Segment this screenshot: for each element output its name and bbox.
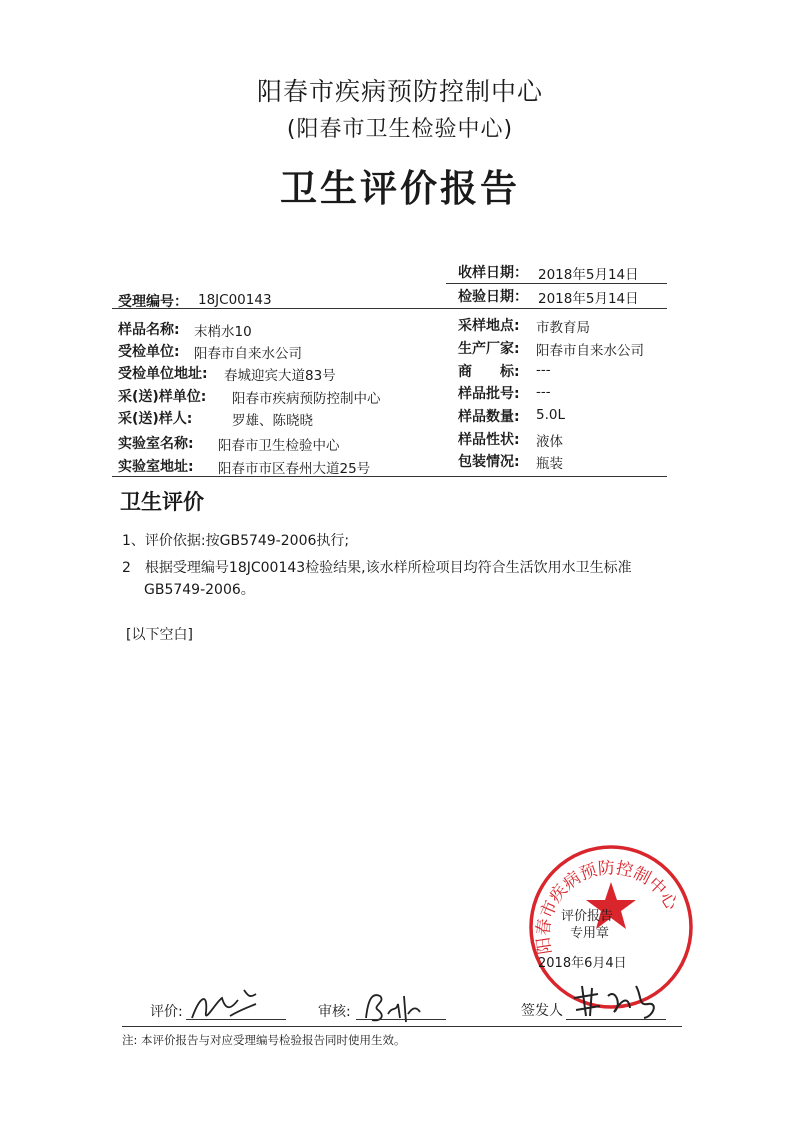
sampling-unit-label: 采(送)样单位: bbox=[118, 389, 207, 405]
sampling-location: 市教育局 bbox=[536, 320, 590, 336]
sampling-unit: 阳春市疾病预防控制中心 bbox=[232, 391, 381, 407]
reviewer-signature bbox=[358, 984, 428, 1028]
seal-ring-text: 阳春市疾病预防控制中心 bbox=[533, 858, 682, 956]
divider bbox=[112, 476, 667, 477]
divider bbox=[112, 308, 667, 309]
lab-name: 阳春市卫生检验中心 bbox=[218, 438, 340, 454]
footer-note: 注: 本评价报告与对应受理编号检验报告同时使用生效。 bbox=[122, 1033, 406, 1047]
batch-number: --- bbox=[536, 384, 551, 400]
lab-name-label: 实验室名称: bbox=[118, 436, 194, 452]
reviewer-label: 审核: bbox=[318, 1004, 351, 1020]
divider bbox=[446, 283, 667, 284]
receive-date-label: 收样日期： bbox=[458, 265, 528, 281]
lab-address-label: 实验室地址: bbox=[118, 459, 194, 475]
accept-number: 18JC00143 bbox=[198, 292, 272, 308]
manufacturer: 阳春市自来水公司 bbox=[536, 343, 644, 359]
evaluator-label: 评价: bbox=[150, 1004, 183, 1020]
inspected-unit: 阳春市自来水公司 bbox=[194, 346, 302, 362]
stamp-date: 2018年6月4日 bbox=[538, 956, 627, 971]
evaluation-item-2-line1: 2 根据受理编号18JC00143检验结果,该水样所检项目均符合生活饮用水卫生标准 bbox=[122, 560, 632, 576]
manufacturer-label: 生产厂家: bbox=[458, 341, 520, 357]
evaluation-item-2-line2: GB5749-2006。 bbox=[144, 582, 255, 598]
brand-label: 商 标: bbox=[458, 364, 520, 380]
sampling-location-label: 采样地点: bbox=[458, 318, 520, 334]
stamp-text-line1: 评价报告 bbox=[561, 909, 614, 924]
sample-name: 末梢水10 bbox=[194, 324, 252, 340]
inspected-address-label: 受检单位地址: bbox=[118, 366, 208, 382]
sample-quantity: 5.0L bbox=[536, 407, 565, 423]
inspected-unit-label: 受检单位: bbox=[118, 344, 180, 360]
sample-state-label: 样品性状: bbox=[458, 432, 520, 448]
evaluator-signature bbox=[186, 982, 266, 1028]
brand: --- bbox=[536, 362, 551, 378]
sample-state: 液体 bbox=[536, 434, 563, 450]
inspect-date: 2018年5月14日 bbox=[538, 291, 639, 307]
sampler-label: 采(送)样人: bbox=[118, 411, 193, 427]
accept-number-label: 受理编号： bbox=[118, 294, 188, 310]
section-title: 卫生评价 bbox=[120, 490, 204, 514]
inspected-address: 春城迎宾大道83号 bbox=[224, 368, 336, 384]
issuer-label: 签发人 bbox=[521, 1003, 563, 1019]
signature-line bbox=[186, 1019, 286, 1020]
receive-date: 2018年5月14日 bbox=[538, 267, 639, 283]
batch-number-label: 样品批号: bbox=[458, 386, 520, 402]
document-title: 卫生评价报告 bbox=[280, 167, 520, 210]
sample-name-label: 样品名称: bbox=[118, 322, 180, 338]
packaging: 瓶装 bbox=[536, 456, 563, 472]
signature-line bbox=[566, 1019, 666, 1020]
evaluation-item-1: 1、评价依据:按GB5749-2006执行; bbox=[122, 533, 350, 549]
lab-address: 阳春市市区春州大道25号 bbox=[218, 461, 371, 477]
sample-quantity-label: 样品数量: bbox=[458, 409, 520, 425]
packaging-label: 包装情况: bbox=[458, 454, 520, 470]
organization-alt-name: (阳春市卫生检验中心) bbox=[286, 117, 514, 142]
sampler: 罗雄、陈晓晓 bbox=[232, 413, 313, 429]
signature-line bbox=[356, 1019, 446, 1020]
footer-divider bbox=[122, 1026, 682, 1027]
organization-name: 阳春市疾病预防控制中心 bbox=[256, 77, 543, 106]
blank-note: [以下空白] bbox=[126, 627, 193, 643]
inspect-date-label: 检验日期： bbox=[458, 289, 528, 305]
stamp-text-line2: 专用章 bbox=[570, 926, 610, 941]
